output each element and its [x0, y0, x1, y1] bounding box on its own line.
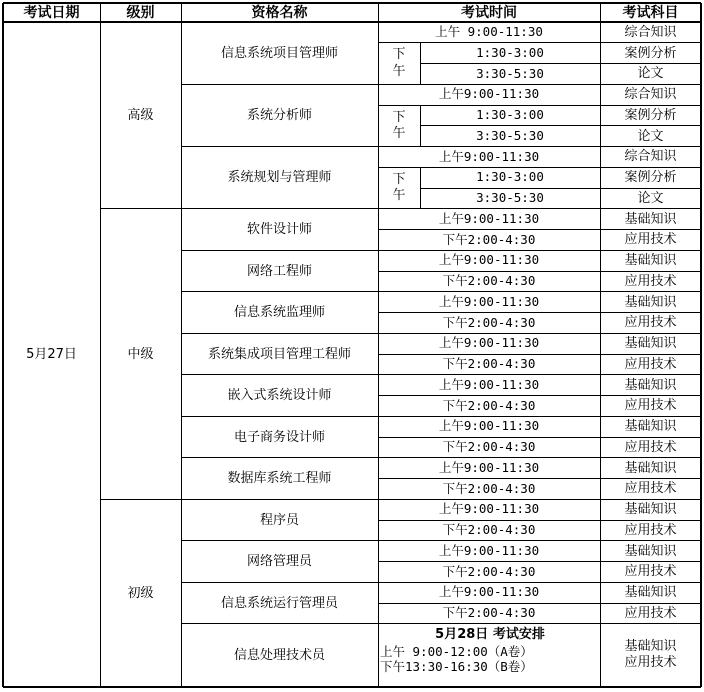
- exam-time: 下午2:00-4:30: [442, 605, 536, 621]
- grid-line: [378, 395, 701, 396]
- grid-line: [181, 540, 701, 541]
- exam-time: 下午2:00-4:30: [442, 397, 536, 413]
- exam-subject: 基础知识: [624, 253, 677, 269]
- exam-time: 上午9:00-11:30: [438, 418, 540, 434]
- exam-time: 上午9:00-11:30: [438, 459, 540, 475]
- afternoon-label-top: 下: [392, 47, 406, 63]
- grid-line: [700, 3, 702, 687]
- grid-line: [181, 374, 701, 375]
- afternoon-label: [378, 105, 420, 147]
- grid-line: [378, 478, 701, 479]
- exam-time: 上午9:00-11:30: [438, 86, 540, 102]
- grid-line: [378, 42, 701, 43]
- grid-line: [3, 2, 701, 4]
- header-exam-date: 考试日期: [23, 4, 80, 21]
- grid-line: [181, 416, 701, 417]
- qualification-name: 软件设计师: [246, 222, 312, 237]
- exam-subject: 基础知识: [624, 377, 677, 393]
- qualification-name: 系统规划与管理师: [227, 170, 332, 186]
- afternoon-label-top: 下: [392, 171, 406, 187]
- exam-time: 下午2:00-4:30: [442, 522, 536, 538]
- afternoon-label-bottom: 午: [392, 63, 406, 79]
- exam-subject: 应用技术: [624, 655, 677, 671]
- exam-time: 上午9:00-11:30: [438, 501, 540, 517]
- exam-time: 上午9:00-11:30: [438, 210, 540, 226]
- exam-subject: 综合知识: [624, 149, 677, 165]
- grid-line: [420, 105, 421, 147]
- exam-subject: 基础知识: [624, 502, 677, 518]
- exam-subject: 基础知识: [624, 294, 677, 310]
- grid-line: [420, 188, 701, 189]
- qualification-name: 系统分析师: [246, 107, 312, 123]
- special-note-line: 下午13:30-16:30（B卷）: [380, 659, 533, 675]
- exam-time: 上午9:00-11:30: [438, 252, 540, 268]
- exam-subject: 应用技术: [624, 273, 677, 289]
- exam-time: 下午2:00-4:30: [442, 480, 536, 496]
- qualification-name: 信息系统运行管理员: [220, 595, 338, 611]
- exam-subject: 应用技术: [624, 605, 677, 621]
- header-level: 级别: [126, 4, 155, 21]
- grid-line: [600, 3, 601, 687]
- grid-line: [420, 43, 421, 85]
- exam-subject: 基础知识: [624, 543, 677, 559]
- grid-line: [378, 561, 701, 562]
- exam-time: 上午9:00-11:30: [438, 335, 540, 351]
- exam-subject: 论文: [637, 66, 664, 82]
- exam-subject: 应用技术: [624, 232, 677, 248]
- special-schedule-note: [378, 624, 600, 687]
- exam-time: 上午9:00-11:30: [438, 148, 540, 164]
- grid-line: [420, 63, 701, 64]
- grid-line: [181, 333, 701, 334]
- exam-time: 下午2:00-4:30: [442, 273, 536, 289]
- qualification-name: 网络管理员: [246, 554, 312, 569]
- exam-subject: 论文: [637, 190, 664, 206]
- exam-time: 上午9:00-11:30: [438, 376, 540, 392]
- qualification-name: 电子商务设计师: [233, 429, 325, 445]
- grid-line: [181, 3, 182, 687]
- exam-subject: 综合知识: [624, 87, 677, 103]
- grid-line: [3, 21, 701, 23]
- grid-line: [181, 499, 701, 500]
- exam-subject: 应用技术: [624, 315, 677, 331]
- special-note-title: 5月28日 考试安排: [435, 626, 545, 642]
- exam-subject: 应用技术: [624, 439, 677, 455]
- exam-time: 下午2:00-4:30: [442, 563, 536, 579]
- grid-line: [3, 686, 701, 688]
- qualification-name: 程序员: [259, 512, 299, 528]
- exam-subject: 案例分析: [624, 170, 677, 186]
- qualification-name: 嵌入式系统设计师: [227, 388, 332, 403]
- exam-time: 3:30-5:30: [476, 65, 544, 81]
- exam-time: 下午2:00-4:30: [442, 231, 536, 247]
- qualification-name: 网络工程师: [246, 263, 312, 279]
- grid-line: [378, 520, 701, 521]
- grid-line: [181, 457, 701, 458]
- exam-subject: 应用技术: [624, 481, 677, 497]
- exam-time: 上午 9:00-11:30: [435, 24, 543, 40]
- exam-subject-pair: [600, 624, 701, 687]
- grid-line: [378, 312, 701, 313]
- grid-line: [181, 623, 701, 624]
- exam-subject: 论文: [637, 128, 664, 144]
- grid-line: [378, 3, 379, 687]
- afternoon-label-bottom: 午: [392, 188, 406, 203]
- grid-line: [378, 354, 701, 355]
- level-senior: 高级: [127, 107, 154, 123]
- exam-subject: 应用技术: [624, 564, 677, 580]
- grid-line: [181, 208, 701, 209]
- grid-line: [378, 229, 701, 230]
- exam-time: 1:30-3:00: [476, 107, 544, 123]
- exam-subject: 基础知识: [624, 460, 677, 476]
- grid-line: [100, 499, 181, 500]
- exam-time: 下午2:00-4:30: [442, 439, 536, 455]
- afternoon-label-top: 下: [392, 109, 406, 125]
- special-note-line: 上午 9:00-12:00（A卷）: [380, 643, 533, 659]
- qualification-name: 信息系统项目管理师: [220, 45, 338, 61]
- exam-subject: 基础知识: [624, 336, 677, 352]
- grid-line: [100, 3, 101, 687]
- exam-subject: 基础知识: [624, 419, 677, 435]
- grid-line: [378, 603, 701, 604]
- qualification-name: 信息系统监理师: [233, 305, 325, 320]
- exam-subject: 案例分析: [624, 45, 677, 61]
- exam-time: 1:30-3:00: [476, 169, 544, 185]
- qualification-name: 信息处理技术员: [233, 647, 325, 663]
- grid-line: [2, 3, 4, 687]
- exam-time: 3:30-5:30: [476, 127, 544, 143]
- exam-subject: 案例分析: [624, 107, 677, 123]
- exam-time: 上午9:00-11:30: [438, 542, 540, 558]
- grid-line: [420, 125, 701, 126]
- exam-subject: 基础知识: [624, 211, 677, 227]
- exam-subject: 应用技术: [624, 398, 677, 414]
- grid-line: [378, 167, 701, 168]
- grid-line: [181, 84, 701, 85]
- exam-subject: 应用技术: [624, 356, 677, 372]
- level-junior: 初级: [127, 585, 154, 601]
- exam-date: 5月27日: [26, 347, 77, 362]
- grid-line: [420, 167, 421, 209]
- grid-line: [181, 250, 701, 251]
- grid-line: [378, 105, 701, 106]
- qualification-name: 数据库系统工程师: [227, 471, 332, 486]
- exam-time: 上午9:00-11:30: [438, 293, 540, 309]
- exam-time: 下午2:00-4:30: [442, 356, 536, 372]
- exam-time: 3:30-5:30: [476, 190, 544, 206]
- exam-subject: 基础知识: [624, 639, 677, 655]
- grid-line: [181, 582, 701, 583]
- grid-line: [100, 208, 181, 209]
- exam-subject: 基础知识: [624, 585, 677, 601]
- level-intermediate: 中级: [127, 346, 154, 362]
- exam-time: 上午9:00-11:30: [438, 584, 540, 600]
- qualification-name: 系统集成项目管理工程师: [207, 346, 351, 362]
- exam-time: 1:30-3:00: [476, 44, 544, 60]
- afternoon-label: [378, 43, 420, 85]
- header-exam-time: 考试时间: [461, 4, 517, 21]
- exam-time: 下午2:00-4:30: [442, 314, 536, 330]
- grid-line: [181, 146, 701, 147]
- exam-subject: 应用技术: [624, 522, 677, 538]
- header-qualification: 资格名称: [251, 4, 308, 21]
- grid-line: [378, 437, 701, 438]
- grid-line: [181, 291, 701, 292]
- grid-line: [378, 271, 701, 272]
- exam-subject: 综合知识: [624, 24, 677, 40]
- afternoon-label-bottom: 午: [392, 125, 406, 141]
- header-subject: 考试科目: [622, 4, 679, 21]
- afternoon-label: [378, 167, 420, 209]
